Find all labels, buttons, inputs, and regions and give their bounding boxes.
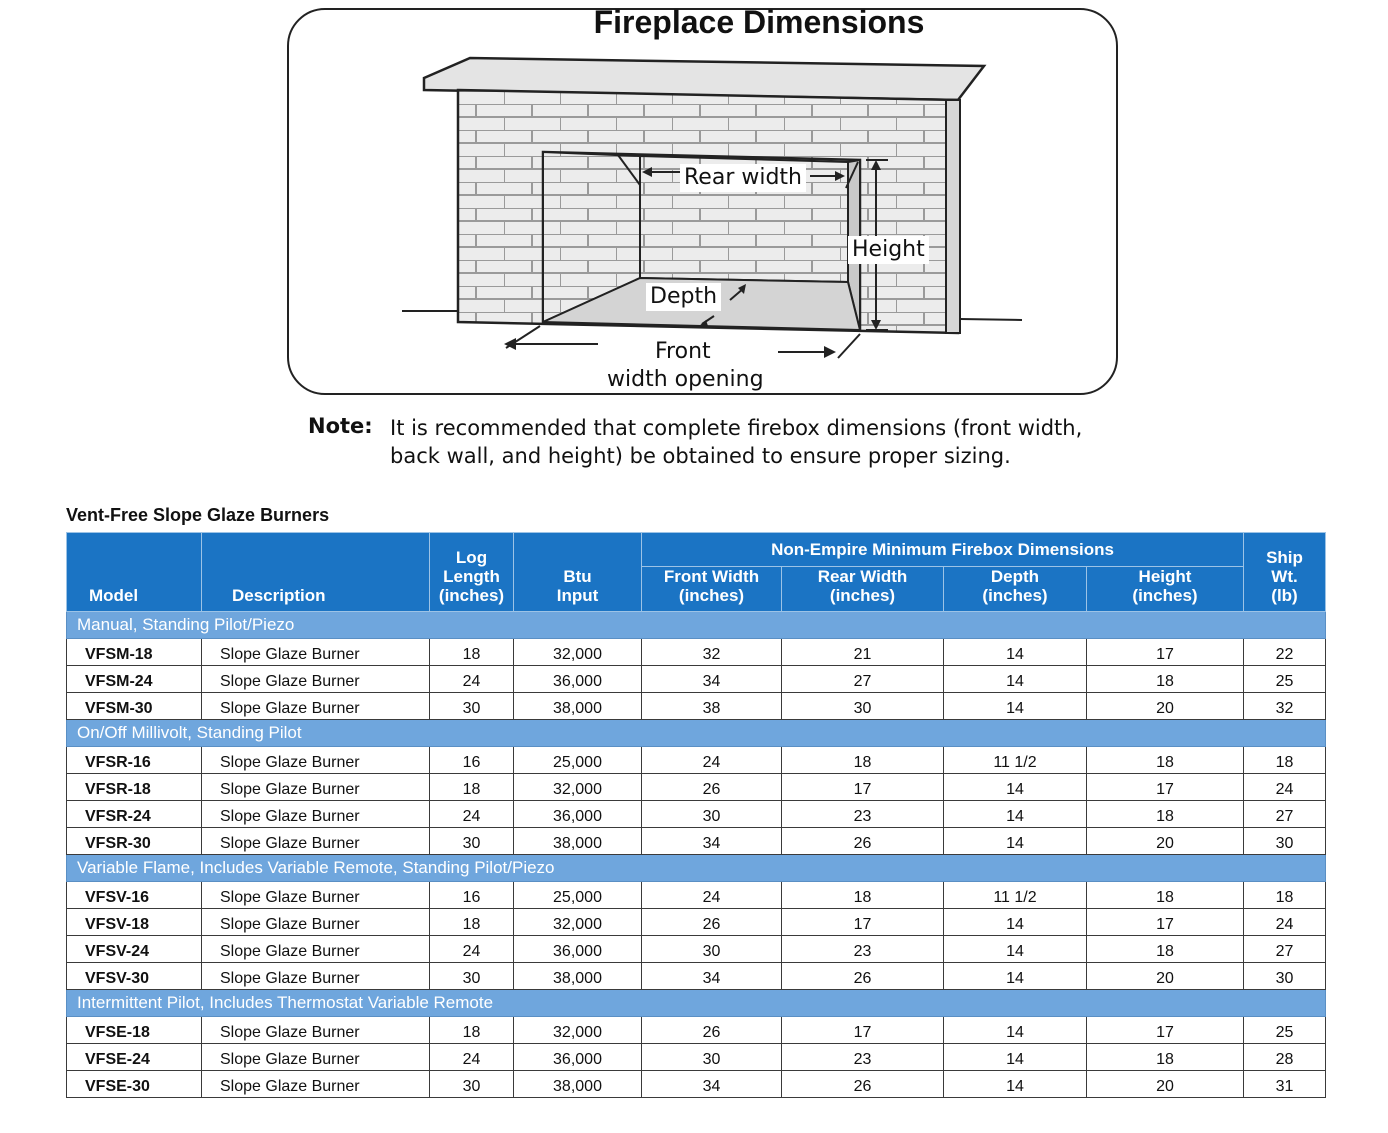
cell-log-length: 24 (430, 801, 514, 828)
header-firebox-group: Non-Empire Minimum Firebox Dimensions (642, 533, 1244, 567)
cell-ship-weight: 25 (1244, 1017, 1326, 1044)
cell-btu-input: 36,000 (514, 666, 642, 693)
cell-front-width: 26 (642, 774, 782, 801)
cell-height: 18 (1087, 747, 1244, 774)
cell-model: VFSE-18 (67, 1017, 202, 1044)
cell-rear-width: 17 (782, 1017, 944, 1044)
cell-rear-width: 26 (782, 963, 944, 990)
cell-rear-width: 21 (782, 639, 944, 666)
table-row (67, 639, 1326, 666)
cell-rear-width: 18 (782, 882, 944, 909)
cell-front-width: 34 (642, 666, 782, 693)
cell-btu-input: 25,000 (514, 882, 642, 909)
cell-description: Slope Glaze Burner (202, 1044, 430, 1071)
cell-btu-input: 38,000 (514, 828, 642, 855)
cell-btu-input: 38,000 (514, 963, 642, 990)
cell-description: Slope Glaze Burner (202, 774, 430, 801)
cell-front-width: 30 (642, 801, 782, 828)
cell-depth: 14 (944, 774, 1087, 801)
cell-ship-weight: 25 (1244, 666, 1326, 693)
cell-height: 20 (1087, 693, 1244, 720)
cell-btu-input: 32,000 (514, 639, 642, 666)
cell-rear-width: 26 (782, 1071, 944, 1098)
header-model: Model (67, 533, 202, 612)
cell-height: 17 (1087, 909, 1244, 936)
cell-depth: 14 (944, 936, 1087, 963)
cell-description: Slope Glaze Burner (202, 828, 430, 855)
cell-description: Slope Glaze Burner (202, 963, 430, 990)
header-front-width (642, 567, 782, 612)
header-ship-line: Wt. (1271, 567, 1298, 586)
cell-rear-width: 26 (782, 828, 944, 855)
cell-btu-input: 32,000 (514, 1017, 642, 1044)
table-row (67, 1017, 1326, 1044)
cell-model: VFSV-16 (67, 882, 202, 909)
cell-height: 20 (1087, 963, 1244, 990)
table-row (67, 909, 1326, 936)
cell-model: VFSR-30 (67, 828, 202, 855)
cell-log-length: 16 (430, 882, 514, 909)
cell-model: VFSR-16 (67, 747, 202, 774)
section-title: Manual, Standing Pilot/Piezo (67, 612, 1326, 639)
section-row (67, 612, 1326, 639)
cell-depth: 11 1/2 (944, 882, 1087, 909)
cell-model: VFSM-18 (67, 639, 202, 666)
header-front-width-line: Front Width (663, 567, 760, 586)
cell-front-width: 32 (642, 639, 782, 666)
cell-height: 18 (1087, 801, 1244, 828)
cell-front-width: 34 (642, 963, 782, 990)
burner-spec-table (66, 532, 1326, 1098)
front-width-label-line2: width opening (607, 367, 764, 392)
note-label: Note: (308, 414, 373, 438)
cell-depth: 14 (944, 693, 1087, 720)
cell-front-width: 26 (642, 909, 782, 936)
table-row (67, 693, 1326, 720)
cell-height: 17 (1087, 639, 1244, 666)
cell-front-width: 30 (642, 936, 782, 963)
header-front-width-line: (inches) (678, 586, 745, 605)
cell-height: 20 (1087, 828, 1244, 855)
cell-description: Slope Glaze Burner (202, 882, 430, 909)
cell-height: 17 (1087, 774, 1244, 801)
cell-depth: 14 (944, 666, 1087, 693)
height-label: Height (848, 236, 929, 264)
cell-ship-weight: 27 (1244, 936, 1326, 963)
header-description: Description (202, 533, 430, 612)
cell-front-width: 34 (642, 1071, 782, 1098)
cell-model: VFSV-18 (67, 909, 202, 936)
cell-model: VFSE-24 (67, 1044, 202, 1071)
table-row (67, 828, 1326, 855)
cell-description: Slope Glaze Burner (202, 936, 430, 963)
section-title: Intermittent Pilot, Includes Thermostat Variable Remote (67, 990, 1326, 1017)
cell-btu-input: 36,000 (514, 801, 642, 828)
cell-height: 20 (1087, 1071, 1244, 1098)
table-row (67, 747, 1326, 774)
cell-rear-width: 23 (782, 936, 944, 963)
cell-front-width: 34 (642, 828, 782, 855)
header-height-line: (inches) (1132, 586, 1198, 605)
cell-ship-weight: 24 (1244, 909, 1326, 936)
cell-depth: 11 1/2 (944, 747, 1087, 774)
cell-btu-input: 38,000 (514, 1071, 642, 1098)
cell-model: VFSR-18 (67, 774, 202, 801)
table-row (67, 774, 1326, 801)
cell-btu-input: 32,000 (514, 774, 642, 801)
cell-height: 18 (1087, 666, 1244, 693)
cell-log-length: 18 (430, 909, 514, 936)
cell-ship-weight: 24 (1244, 774, 1326, 801)
cell-rear-width: 17 (782, 909, 944, 936)
header-log-length-line: Log (455, 548, 488, 567)
cell-depth: 14 (944, 639, 1087, 666)
cell-height: 18 (1087, 936, 1244, 963)
cell-depth: 14 (944, 801, 1087, 828)
spec-table-body (67, 612, 1326, 1098)
cell-ship-weight: 22 (1244, 639, 1326, 666)
section-row (67, 990, 1326, 1017)
cell-model: VFSM-30 (67, 693, 202, 720)
header-rear-width-line: Rear Width (817, 567, 908, 586)
cell-description: Slope Glaze Burner (202, 747, 430, 774)
table-row (67, 801, 1326, 828)
section-row (67, 720, 1326, 747)
header-depth (944, 567, 1087, 612)
cell-front-width: 24 (642, 882, 782, 909)
cell-description: Slope Glaze Burner (202, 639, 430, 666)
cell-description: Slope Glaze Burner (202, 1071, 430, 1098)
cell-ship-weight: 30 (1244, 963, 1326, 990)
cell-ship-weight: 31 (1244, 1071, 1326, 1098)
cell-front-width: 38 (642, 693, 782, 720)
cell-ship-weight: 18 (1244, 882, 1326, 909)
cell-description: Slope Glaze Burner (202, 693, 430, 720)
cell-depth: 14 (944, 963, 1087, 990)
cell-log-length: 18 (430, 774, 514, 801)
cell-rear-width: 18 (782, 747, 944, 774)
section-title: Variable Flame, Includes Variable Remote, Standing Pilot/Piezo (67, 855, 1326, 882)
cell-btu-input: 32,000 (514, 909, 642, 936)
cell-rear-width: 17 (782, 774, 944, 801)
cell-ship-weight: 28 (1244, 1044, 1326, 1071)
header-ship-weight (1244, 533, 1326, 612)
header-ship-line: (lb) (1271, 586, 1298, 605)
header-log-length-line: Length (443, 567, 500, 586)
header-height (1087, 567, 1244, 612)
header-height-line: Height (1138, 567, 1192, 586)
cell-log-length: 30 (430, 963, 514, 990)
cell-rear-width: 23 (782, 1044, 944, 1071)
cell-btu-input: 25,000 (514, 747, 642, 774)
rear-width-label: Rear width (680, 164, 806, 192)
header-ship-line: Ship (1266, 548, 1303, 567)
cell-ship-weight: 18 (1244, 747, 1326, 774)
cell-model: VFSV-24 (67, 936, 202, 963)
table-row (67, 1044, 1326, 1071)
cell-log-length: 30 (430, 1071, 514, 1098)
cell-depth: 14 (944, 1071, 1087, 1098)
cell-log-length: 30 (430, 693, 514, 720)
front-width-label-line1: Front (655, 339, 711, 364)
cell-height: 18 (1087, 882, 1244, 909)
cell-front-width: 24 (642, 747, 782, 774)
cell-ship-weight: 30 (1244, 828, 1326, 855)
depth-label: Depth (646, 283, 721, 311)
section-row (67, 855, 1326, 882)
cell-description: Slope Glaze Burner (202, 1017, 430, 1044)
header-rear-width-line: (inches) (829, 586, 896, 605)
header-btu-line: Input (556, 586, 599, 605)
cell-front-width: 26 (642, 1017, 782, 1044)
table-row (67, 936, 1326, 963)
note-text: It is recommended that complete firebox dimensions (front width, back wall, and height) be obtained to ensure proper sizing. (390, 416, 1083, 468)
cell-model: VFSV-30 (67, 963, 202, 990)
cell-depth: 14 (944, 1017, 1087, 1044)
cell-rear-width: 27 (782, 666, 944, 693)
wall-side (946, 100, 960, 333)
cell-depth: 14 (944, 909, 1087, 936)
cell-btu-input: 36,000 (514, 936, 642, 963)
cell-log-length: 18 (430, 639, 514, 666)
table-title: Vent-Free Slope Glaze Burners (66, 505, 330, 525)
ground-line (960, 319, 1022, 320)
cell-log-length: 30 (430, 828, 514, 855)
cell-log-length: 24 (430, 936, 514, 963)
cell-model: VFSE-30 (67, 1071, 202, 1098)
cell-description: Slope Glaze Burner (202, 666, 430, 693)
cell-rear-width: 30 (782, 693, 944, 720)
cell-depth: 14 (944, 828, 1087, 855)
header-btu-input (514, 533, 642, 612)
table-row (67, 1071, 1326, 1098)
cell-height: 17 (1087, 1017, 1244, 1044)
cell-rear-width: 23 (782, 801, 944, 828)
cell-description: Slope Glaze Burner (202, 801, 430, 828)
header-rear-width (782, 567, 944, 612)
table-row (67, 666, 1326, 693)
header-log-length-line: (inches) (438, 586, 505, 605)
table-row (67, 882, 1326, 909)
header-btu-line: Btu (563, 567, 592, 586)
header-depth-line: (inches) (982, 586, 1048, 605)
cell-log-length: 18 (430, 1017, 514, 1044)
cell-log-length: 24 (430, 666, 514, 693)
diagram-title: Fireplace Dimensions (593, 4, 925, 40)
cell-front-width: 30 (642, 1044, 782, 1071)
cell-btu-input: 38,000 (514, 693, 642, 720)
cell-description: Slope Glaze Burner (202, 909, 430, 936)
cell-ship-weight: 27 (1244, 801, 1326, 828)
cell-depth: 14 (944, 1044, 1087, 1071)
cell-height: 18 (1087, 1044, 1244, 1071)
section-title: On/Off Millivolt, Standing Pilot (67, 720, 1326, 747)
cell-model: VFSR-24 (67, 801, 202, 828)
cell-ship-weight: 32 (1244, 693, 1326, 720)
table-row (67, 963, 1326, 990)
cell-model: VFSM-24 (67, 666, 202, 693)
cell-log-length: 16 (430, 747, 514, 774)
header-depth-line: Depth (990, 567, 1040, 586)
header-log-length (430, 533, 514, 612)
cell-btu-input: 36,000 (514, 1044, 642, 1071)
cell-log-length: 24 (430, 1044, 514, 1071)
